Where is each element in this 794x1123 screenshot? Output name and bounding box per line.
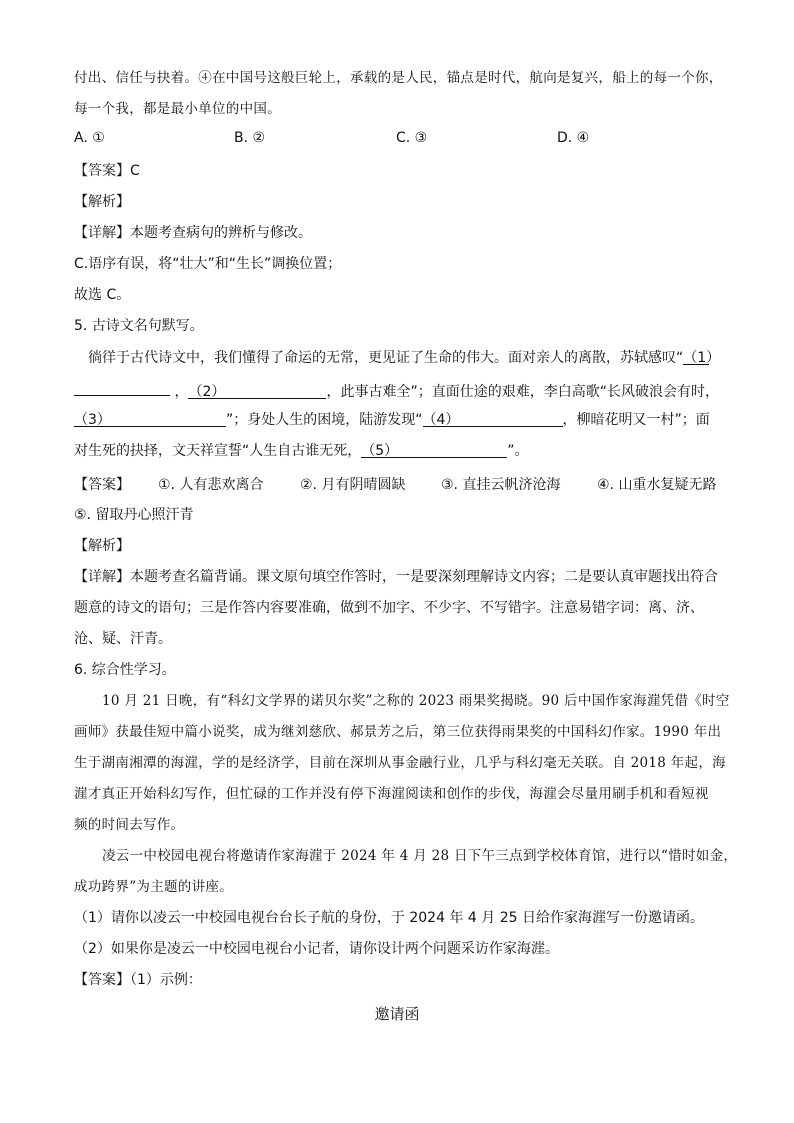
answer-tag: 【答案】 xyxy=(74,163,130,179)
q5-detail-line: 题意的诗文的语句；三是作答内容要准确，做到不加字、不少字、不写错字。注意易错字词：离、济、 xyxy=(74,600,704,616)
q5-detail xyxy=(74,567,718,587)
q5-text: ”。 xyxy=(507,443,529,459)
paragraph-line: 每一个我，都是最小单位的中国。 xyxy=(74,101,281,117)
q5-text: ， xyxy=(174,384,189,400)
q6-material-line: 生于湖南湘潭的海漄，学的是经济学，目前在深圳从事金融行业，几乎与科幻毫无关联。自 2018 年起，海 xyxy=(74,755,726,771)
q5-text: ，柳暗花明又一村”；面 xyxy=(562,412,710,428)
blank-4 xyxy=(423,410,563,427)
q5-answer-item: ④. 山重水复疑无路 xyxy=(597,477,717,493)
q5-detail-line: 沧、疑、汗青。 xyxy=(74,631,172,647)
q5-answer-item: ①. 人有悲欢离合 xyxy=(158,477,264,493)
option-d: D. ④ xyxy=(557,130,590,146)
letter-title: 邀请函 xyxy=(374,1005,420,1023)
blank-5 xyxy=(361,441,507,458)
q4-analysis-tag: 【解析】 xyxy=(74,194,130,210)
option-b: B. ② xyxy=(234,130,266,146)
detail-tag: 【详解】 xyxy=(74,225,130,241)
q6-title: 6. 综合性学习。 xyxy=(74,662,176,678)
detail-text: 本题考查名篇背诵。课文原句填空作答时，一是要深刻理解诗文内容；二是要认真审题找出符合 xyxy=(130,569,718,585)
q5-answer-item: ②. 月有阴晴圆缺 xyxy=(300,477,406,493)
q5-answer-item: ③. 直挂云帆济沧海 xyxy=(441,477,561,493)
q6-material-line: 凌云一中校园电视台将邀请作家海漄于 2024 年 4 月 28 日下午三点到学校体育馆，进行以“惜时如金， xyxy=(102,848,738,864)
q4-detail-line: 故选 C。 xyxy=(74,287,131,303)
q4-detail-line: C.语序有误，将“壮大”和“生长”调换位置； xyxy=(74,256,342,272)
q5-title: 5. 古诗文名句默写。 xyxy=(74,318,204,334)
q5-text: ”；身处人生的困境，陆游发现“ xyxy=(226,412,423,428)
answer-value: （1）示例： xyxy=(130,972,202,988)
q6-material-line: 频的时间去写作。 xyxy=(74,817,185,833)
option-c: C. ③ xyxy=(396,130,428,146)
blank-label: （1） xyxy=(683,350,721,366)
paragraph-line: 付出、信任与抉着。④在中国号这般巨轮上，承载的是人民，锚点是时代，航向是复兴，船上的每一个你， xyxy=(74,70,723,86)
q6-material-line: 漄才真正开始科幻写作，但忙碌的工作并没有停下海漄阅读和创作的步伐，海漄会尽量用刷手机和看短视 xyxy=(74,786,709,802)
blank-1-cont xyxy=(74,379,170,396)
q5-text: 徜徉于古代诗文中，我们懂得了命运的无常，更见证了生命的伟大。面对亲人的离散，苏轼感叹“ xyxy=(88,350,684,366)
q6-material-line: 成功跨界”为主题的讲座。 xyxy=(74,879,234,895)
q5-text: 对生死的抉择，文天祥宣誓“人生自古谁无死， xyxy=(74,443,362,459)
blank-label: （5） xyxy=(361,443,399,459)
answer-tag: 【答案】 xyxy=(74,972,130,988)
answer-value: C xyxy=(130,163,140,179)
blank-1 xyxy=(683,348,721,366)
q5-analysis-tag: 【解析】 xyxy=(74,538,130,554)
detail-text: 本题考查病句的辨析与修改。 xyxy=(130,225,312,241)
q6-question-2: （2）如果你是凌云一中校园电视台小记者，请你设计两个问题采访作家海漄。 xyxy=(74,941,559,957)
detail-tag: 【详解】 xyxy=(74,569,130,585)
blank-3 xyxy=(74,410,226,427)
blank-label: （4） xyxy=(422,412,460,428)
q5-line xyxy=(74,410,710,430)
q5-answer-tag: 【答案】 xyxy=(74,477,130,493)
q6-answer xyxy=(74,970,202,990)
blank-label: （3） xyxy=(74,412,111,428)
option-a: A. ① xyxy=(74,130,105,146)
blank-2 xyxy=(188,382,326,399)
q4-answer xyxy=(74,161,140,181)
q4-detail xyxy=(74,223,312,243)
q6-material-line: 10 月 21 日晚，有“科幻文学界的诺贝尔奖”之称的 2023 雨果奖揭晓。90 后中国作家海漄凭借《时空 xyxy=(102,693,730,709)
q6-question-1: （1）请你以凌云一中校园电视台台长子航的身份，于 2024 年 4 月 25 日给作家海漄写一份邀请函。 xyxy=(74,910,704,926)
blank-label: （2） xyxy=(188,384,226,400)
q5-line xyxy=(88,348,721,368)
q5-text: ，此事古难全”；直面仕途的艰难，李白高歌“长风破浪会有时， xyxy=(326,384,719,400)
q5-answer-item: ⑤. 留取丹心照汗青 xyxy=(74,507,194,523)
q6-material-line: 画师》获最佳短中篇小说奖，成为继刘慈欣、郝景芳之后，第三位获得雨果奖的中国科幻作家。1990 年出 xyxy=(74,724,722,740)
q5-line xyxy=(74,441,529,461)
q5-line xyxy=(74,379,719,402)
